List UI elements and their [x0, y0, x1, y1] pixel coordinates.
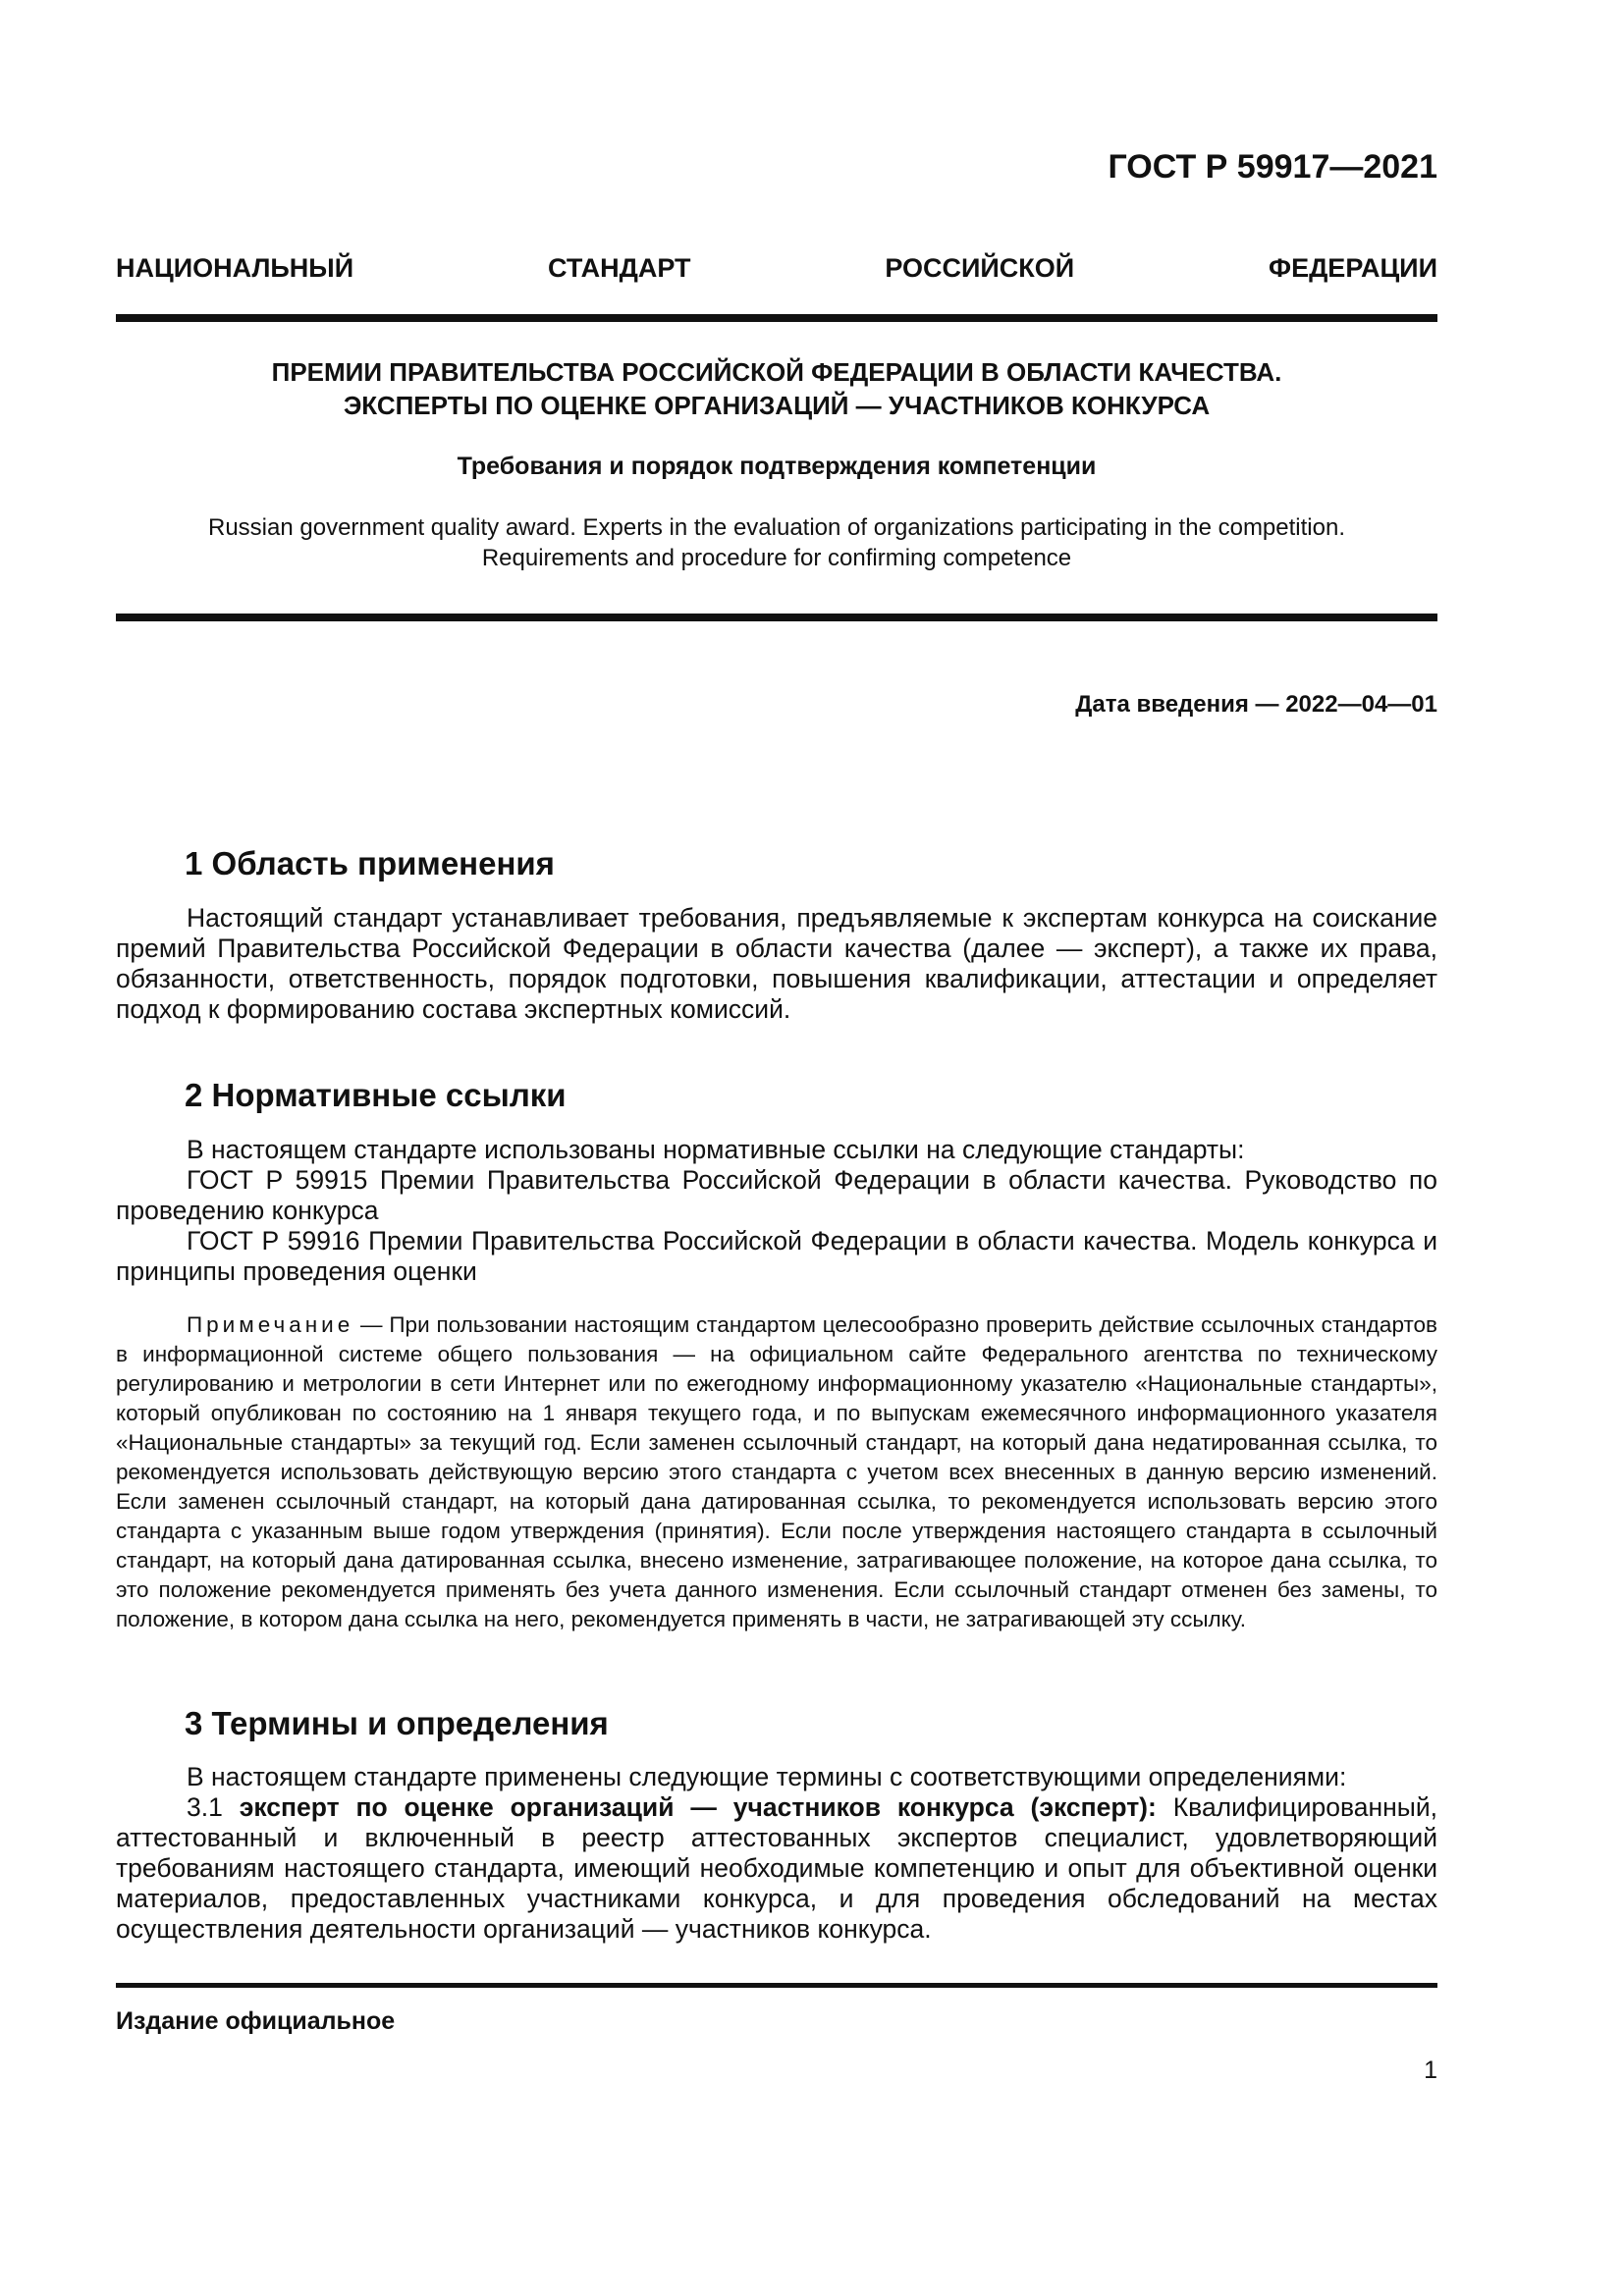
section-2-intro: В настоящем стандарте использованы нормативные ссылки на следующие стандарты: — [187, 1135, 1245, 1164]
section-3-body — [116, 1762, 1437, 1945]
term-definition: Квалифицированный, аттестованный и включенный в реестр аттестованных экспертов специалист, удовлетворяющий требованиям настоящего стандарта, имеющий необходимые компетенцию и опыт для объективной оценки материалов, предоставленных участниками конкурса, и для проведения обследований на местах осуществления деятельности организаций — участников конкурса. — [116, 1792, 1438, 1944]
english-title — [116, 512, 1437, 573]
section-1-body — [116, 903, 1437, 1025]
term-3-1 — [116, 1792, 1437, 1945]
term-name: эксперт по оценке организаций — участников конкурса (эксперт): — [239, 1792, 1157, 1822]
official-edition-label: Издание официальное — [116, 2007, 396, 2035]
document-title — [116, 355, 1437, 422]
title-bottom-rule — [116, 614, 1437, 621]
term-number: 3.1 — [187, 1792, 240, 1822]
note-text: — При пользовании настоящим стандартом целесообразно проверить действие ссылочных стандартов в информационной системе общего пользования — на официальном сайте Федерального агентства по техническому регулированию и метрологии в сети Интернет или по ежегодному информационному указателю «Национальные стандарты», который опубликован по состоянию на 1 января текущего года, и по выпускам ежемесячного информационного указателя «Национальные стандарты» за текущий год. Если заменен ссылочный стандарт, на который дана недатированная ссылка, то рекомендуется использовать действующую версию этого стандарта с учетом всех внесенных в данную версию изменений. Если заменен ссылочный стандарт, на который дана датированная ссылка, то рекомендуется использовать версию этого стандарта с указанным выше годом утверждения (принятия). Если после утверждения настоящего стандарта в ссылочный стандарт, на который дана датированная ссылка, внесено изменение, затрагивающее положение, на которое дана ссылка, то это положение рекомендуется применять без учета данного изменения. Если ссылочный стандарт отменен без замены, то положение, в котором дана ссылка на него, рекомендуется применять в части, не затрагивающей эту ссылку. — [116, 1312, 1437, 1631]
english-title-line-2: Requirements and procedure for confirming competence — [481, 545, 1072, 571]
note-label: Примечание — [187, 1312, 354, 1337]
document-subtitle: Требования и порядок подтверждения компетенции — [457, 453, 1097, 480]
english-title-line-1: Russian government quality award. Experts in the evaluation of organizations participating in the competition. — [208, 514, 1345, 541]
section-2-heading: 2 Нормативные ссылки — [185, 1077, 567, 1113]
section-1-heading: 1 Область применения — [185, 845, 555, 881]
section-3-intro: В настоящем стандарте применены следующие термины с соответствующими определениями: — [187, 1762, 1347, 1791]
page-number: 1 — [1424, 2056, 1437, 2084]
section-2-note — [116, 1310, 1437, 1634]
footer-rule — [116, 1983, 1437, 1988]
top-rule — [116, 314, 1437, 322]
section-3-heading: 3 Термины и определения — [185, 1705, 609, 1741]
reference-gost-59916: ГОСТ Р 59916 Премии Правительства Российской Федерации в области качества. Модель конкурса и принципы проведения оценки — [116, 1226, 1437, 1286]
title-line-1: ПРЕМИИ ПРАВИТЕЛЬСТВА РОССИЙСКОЙ ФЕДЕРАЦИИ В ОБЛАСТИ КАЧЕСТВА. — [271, 357, 1282, 387]
introduction-date: Дата введения — 2022—04—01 — [1075, 691, 1437, 718]
section-1-paragraph: Настоящий стандарт устанавливает требования, предъявляемые к экспертам конкурса на соискание премий Правительства Российской Федерации в области качества (далее — эксперт), а также их права, обязанности, ответственность, порядок подготовки, повышения квалификации, аттестации и определяет подход к формированию состава экспертных комиссий. — [116, 903, 1437, 1024]
section-2-body — [116, 1135, 1437, 1287]
title-line-2: ЭКСПЕРТЫ ПО ОЦЕНКЕ ОРГАНИЗАЦИЙ — УЧАСТНИКОВ КОНКУРСА — [343, 391, 1211, 420]
national-standard-banner: НАЦИОНАЛЬНЫЙ СТАНДАРТ РОССИЙСКОЙ ФЕДЕРАЦИИ — [116, 253, 1437, 283]
standard-code: ГОСТ Р 59917—2021 — [1108, 148, 1437, 186]
reference-gost-59915: ГОСТ Р 59915 Премии Правительства Российской Федерации в области качества. Руководство по проведению конкурса — [116, 1165, 1437, 1225]
